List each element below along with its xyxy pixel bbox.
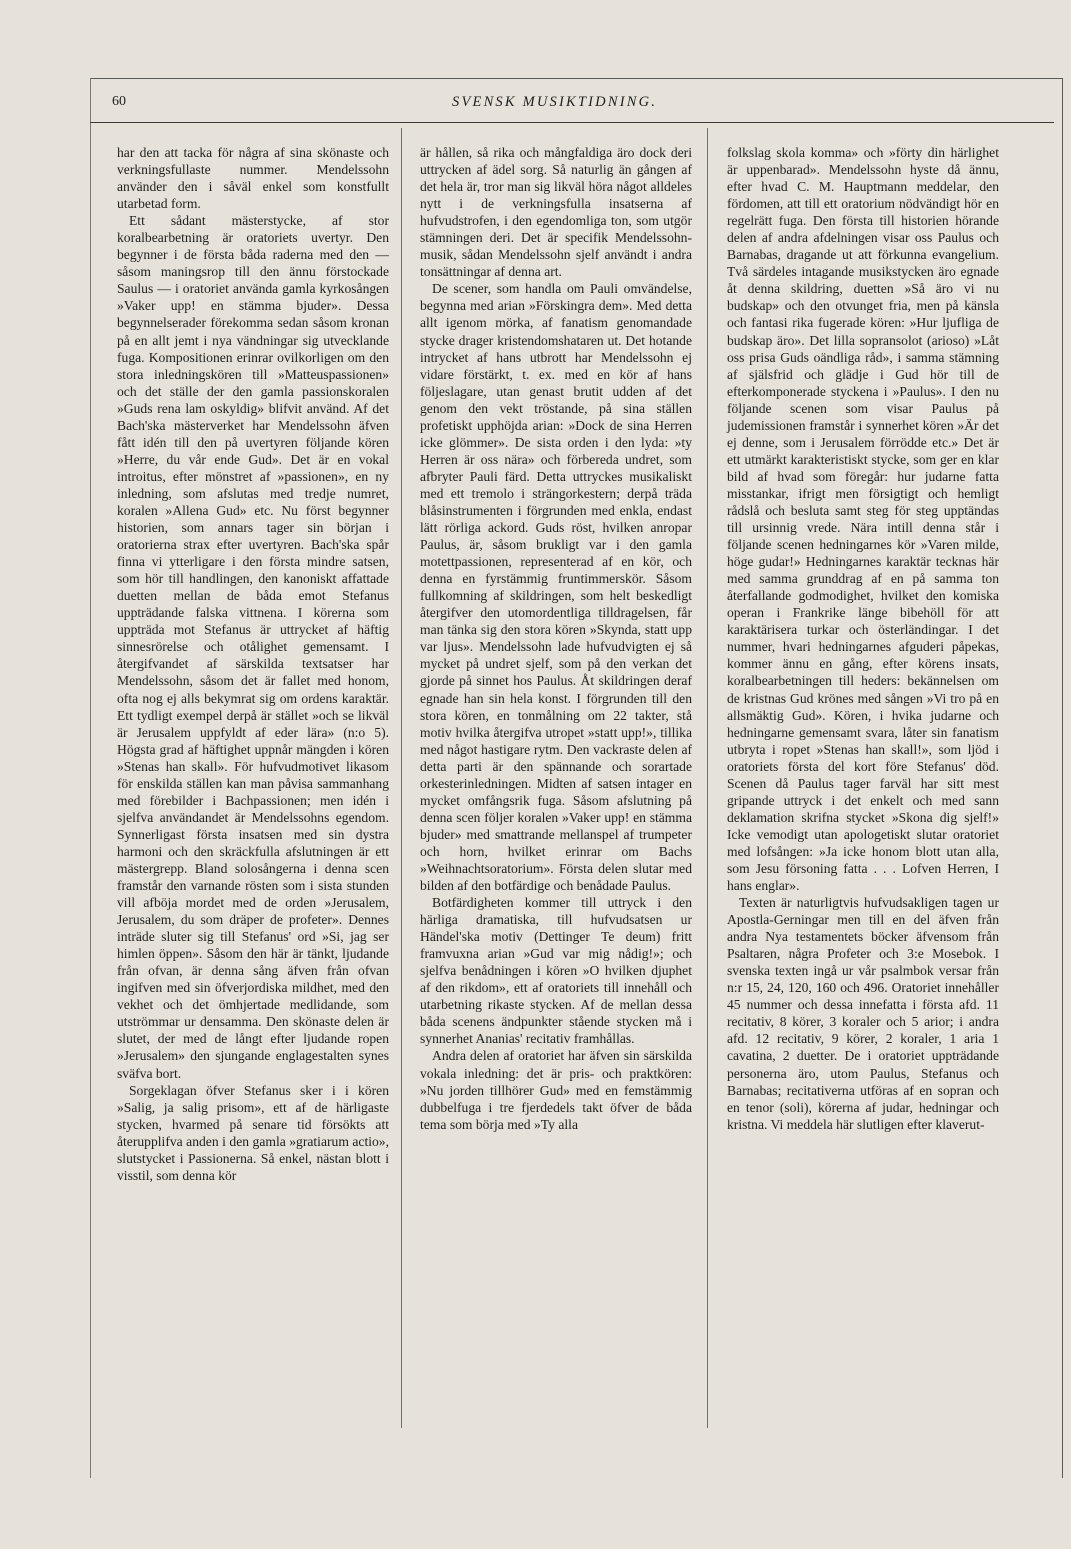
running-header: [112, 92, 1052, 114]
paragraph: folkslag skola komma» och »förty din härlighet är uppenbarad». Mendelssohn hyste då ännu, efter hvad C. M. Hauptmann meddelar, den fördomen, att till ett oratorium nödvändigt hör en regelrätt fuga. Den första till historien hörande delen af andra afdelningen visar oss Paulus och Barnabas, dragande ut att förkunna evangelium. Två särdeles intagande musikstycken äro egnade åt denna skildring, duetten »Så äro vi nu budskap» och den otvunget fria, men på känsla och fantasi rika fugerade kören: »Hur ljufliga de budskap äro». Det lilla sopransolot (arioso) »Låt oss prisa Guds oändliga råd», i samma stämning af själsfrid och glädje i Gud hör till de efterkomponerade styckena i »Paulus». I den nu följande scenen som visar Paulus på judemissionen framstår i synnerhet kören »Är det ej denne, som i Jerusalem förrödde etc.» Det är ett utmärkt karakteristiskt stycke, som ger en klar bild af hvad som föregår: hur judarne fatta misstankar, ifrigt men försigtigt och hemligt rådslå och besluta samt steg för steg upptändas till ursinnig vrede. Nära intill denna står i följande scenen hedningarnes kör »Varen milde, höge gudar!» Hedningarnes karaktär tecknas här med samma grunddrag af en på samma ton återfallande godmodighet, hvilket den komiska operan i Frankrike länge bibehöll för att karaktärisera turkar och österländingar. I det nummer, hvari hedningarnes afguderi påpekas, kommer ännu en gång, efter körens insats, koralbearbetningen till heders: bekännelsen om de kristnas Gud krönes med sången »Vi tro på en allsmäktig Gud». Kören, i hvika judarne och hedningarne gemensamt svara, låter sin fanatism utbryta i ropet »Stenas han skall!», som ljöd i oratoriets första del kort före Stefanus' död. Scenen då Paulus tager farväl har sitt mest gripande uttryck i det enkelt och med sann deklamation skrifna stycket »Skona dig sjelf!» Icke vemodigt utan apologetiskt slutar oratoriet med lofsången: »Ja icke honom blott utan alla, som Jesu försoning fatta . . . Lofven Herren, I hans englar».: [727, 145, 999, 894]
page-number: 60: [112, 94, 126, 109]
text-column-3: [727, 144, 999, 1133]
text-column-2: [420, 144, 692, 1133]
paragraph: är hållen, så rika och mångfaldiga äro dock deri uttrycken af ädel sorg. Så naturlig än gången af det hela är, tror man sig likväl höra något alldeles nytt i de verkningsfulla insatserna af hufvudstrofen, i den egendomliga ton, som utgör stämningen deri. Det är specifik Mendelssohn-musik, sådan Mendelssohn sjelf användt i andra tonsättningar af denna art.: [420, 145, 692, 280]
column-divider: [707, 128, 708, 1428]
paragraph: De scener, som handla om Pauli omvändelse, begynna med arian »Förskingra dem». Med detta allt igenom mörka, af fanatism genomandade stycke drager kristendomshataren ut. Det hotande intrycket af hans utbrott har Mendelssohn ej vidare förstärkt, t. ex. med en kör af hans följeslagare, utan genast brutit udden af det genom den vekt tröstande, på sina ställen profetiskt upphöjda arian: »Dock de sina Herren icke glömmer». De sista orden i den lyda: »ty Herren är oss nära» och förbereda undret, som afbryter Pauli färd. Detta uttryckes musikaliskt med ett tremolo i strängorkestern; derpå träda blåsinstrumenten i förgrunden med enkla, endast lätt rörliga ackord. Guds röst, hvilken anropar Paulus, är, såsom brukligt var i den gamla motettpassionen, representerad af en kör, och denna en fyrstämmig fruntimmerskör. Såsom fullkomning af skildringen, som helt beskedligt återgifver den utomordentliga tilldragelsen, får man tänka sig den stora kören »Skynda, statt upp var ljus». Mendelssohn lade hufvudvigten ej så mycket på undret sjelf, som på den verkan det gjorde på sinnet hos Paulus. Åt skildringen deraf egnade han sin hela konst. I förgrunden till den stora kören, en tonmålning om 22 takter, stå motiv hvilka återgifva utropet »statt upp!», tillika med något hastigare rytm. Den vackraste delen af detta parti är den spännande och sorartade orkesterinledningen. Midten af satsen intager en mycket omfångsrik fuga. Såsom afslutning på denna scen följer koralen »Vaker upp! en stämma bjuder» med smattrande mellanspel af trumpeter och horn, hvilket erinrar om Bachs »Weihnachtsoratorium». Första delen slutar med bilden af den botfärdige och benådade Paulus.: [420, 281, 692, 894]
paragraph: har den att tacka för några af sina skönaste och verkningsfullaste nummer. Mendelssohn använder den i såväl enkel som konstfullt utarbetad form.: [117, 145, 389, 212]
paragraph: Texten är naturligtvis hufvudsakligen tagen ur Apostla-Gerningar men till en del äfven från andra Nya testamentets böcker äfvensom från Psaltaren, några Profeter och 3:e Mosebok. I svenska texten ingå ur vår psalmbok versar från n:r 15, 24, 120, 160 och 496. Oratoriet innehåller 45 nummer och dessa innefatta i första afd. 11 recitativ, 8 körer, 3 koraler och 5 arior; i andra afd. 12 recitativ, 9 körer, 2 koraler, 1 aria 1 cavatina, 2 duetter. De i oratoriet uppträdande personerna äro, utom Paulus, Stefanus och Barnabas; recitativerna utföras af en sopran och en tenor (soli), körerna af judar, hedningar och kristna. Vi meddela här slutligen efter klaverut-: [727, 895, 999, 1132]
paragraph: Sorgeklagan öfver Stefanus sker i i kören »Salig, ja salig prisom», ett af de härligaste stycken, hvarmed på senare tid försökts att återupplifva anden i den gamla »gratiarum actio», slutstycket i Passionerna. Så enkel, nästan blott i visstil, som denna kör: [117, 1082, 389, 1183]
paragraph: Andra delen af oratoriet har äfven sin särskilda vokala inledning: det är pris- och praktkören: »Nu jorden tillhörer Gud» med en femstämmig dubbelfuga i tre fjerdedels takt öfver de båda tema som börja med »Ty alla: [420, 1048, 692, 1132]
page-frame-right-rule: [1062, 78, 1063, 1478]
page-frame-top-rule: [90, 78, 1062, 79]
journal-page: [90, 78, 1060, 1478]
paragraph: Ett sådant mästerstycke, af stor koralbearbetning är oratoriets uvertyr. Den begynner i de första båda raderna med den — såsom maningsrop till den ännu förstockade Saulus — i oratoriet använda gamla kyrkosången »Vaker upp! en stämma bjuder». Dessa begynnelserader förekomma sedan såsom kronan på en allt jemt i nya vändningar sig utvecklande fuga. Kompositionen erinrar ovilkorligen om den stora inledningskören till »Matteuspassionen» och det ställe der den gamla passionskoralen »Guds rena lam oskyldig» blifvit använd. Af det Bach'ska mästerverket har Mendelssohn äfven fått idén till den på uvertyren följande kören »Herre, du vår ende Gud». Det är en vokal introitus, efter mönstret af »passionen», en ny inledning, som afslutas med tredje numret, koralen »Allena Gud» etc. Nu först begynner historien, som annars tager sin början i oratorierna strax efter uvertyren. Bach'ska spår finna vi ytterligare i den första mindre satsen, som hör till handlingen, den kanoniskt affattade duetten mellan de båda emot Stefanus uppträdande falska vittnena. I körerna som uppträda mot Stefanus är uttrycket af häftig sinnesrörelse och otålighet gemensamt. I återgifvandet af särskilda textsatser har Mendelssohn, såsom det är fallet med honom, ofta nog ej alls bekymrat sig om ordens karaktär. Ett tydligt exempel derpå är stället »och se likväl är Jerusalem uppfyldt af eder lära» (n:o 5). Högsta grad af häftighet uppnår mängden i kören »Stenas han skall». För hufvudmotivet likasom för enskilda ställen kan man påvisa sammanhang med förebilder i Bachpassionen; men idén i sjelfva användandet är Mendelssohns egendom. Synnerligast första insatsen med sin dystra harmoni och den skräckfulla afslutningen är ett mästergrepp. Bland solosångerna i denna scen framstår den varnande rösten som i sista stunden vill afböja mordet med de orden »Jerusalem, Jerusalem, du som dräper de profeter». Dennes inträde sluter sig till Stefanus' ord »Si, jag ser himlen öppen». Såsom den här är tänkt, ljudande från ofvan, är denna sång äfven från ofvan ingifven med sin öfverjordiska mildhet, med den vekhet och det ömhjertade medlidande, som utströmmar ur densamma. Den skönaste delen är slutet, der med de långt efter ljudande ropen »Jerusalem» den sjungande englagestalten synes sväfva bort.: [117, 213, 389, 1081]
journal-title: SVENSK MUSIKTIDNING.: [452, 94, 658, 110]
header-rule: [90, 122, 1054, 123]
paragraph: Botfärdigheten kommer till uttryck i den härliga dramatiska, till hufvudsatsen ur Händel'ska motiv (Dettinger Te deum) fritt framvuxna arian »Gud var mig nådig!»; och sjelfva benådningen i kören »O hvilken djuphet af den rikdom», ett af oratoriets till innehåll och utarbetning rikaste stycken. Af de mellan dessa båda scenens ändpunkter stående stycken må i synnerhet Ananias' recitativ framhållas.: [420, 895, 692, 1047]
page-frame-left-rule: [90, 78, 91, 1478]
text-column-1: [117, 144, 389, 1184]
column-divider: [401, 128, 402, 1428]
